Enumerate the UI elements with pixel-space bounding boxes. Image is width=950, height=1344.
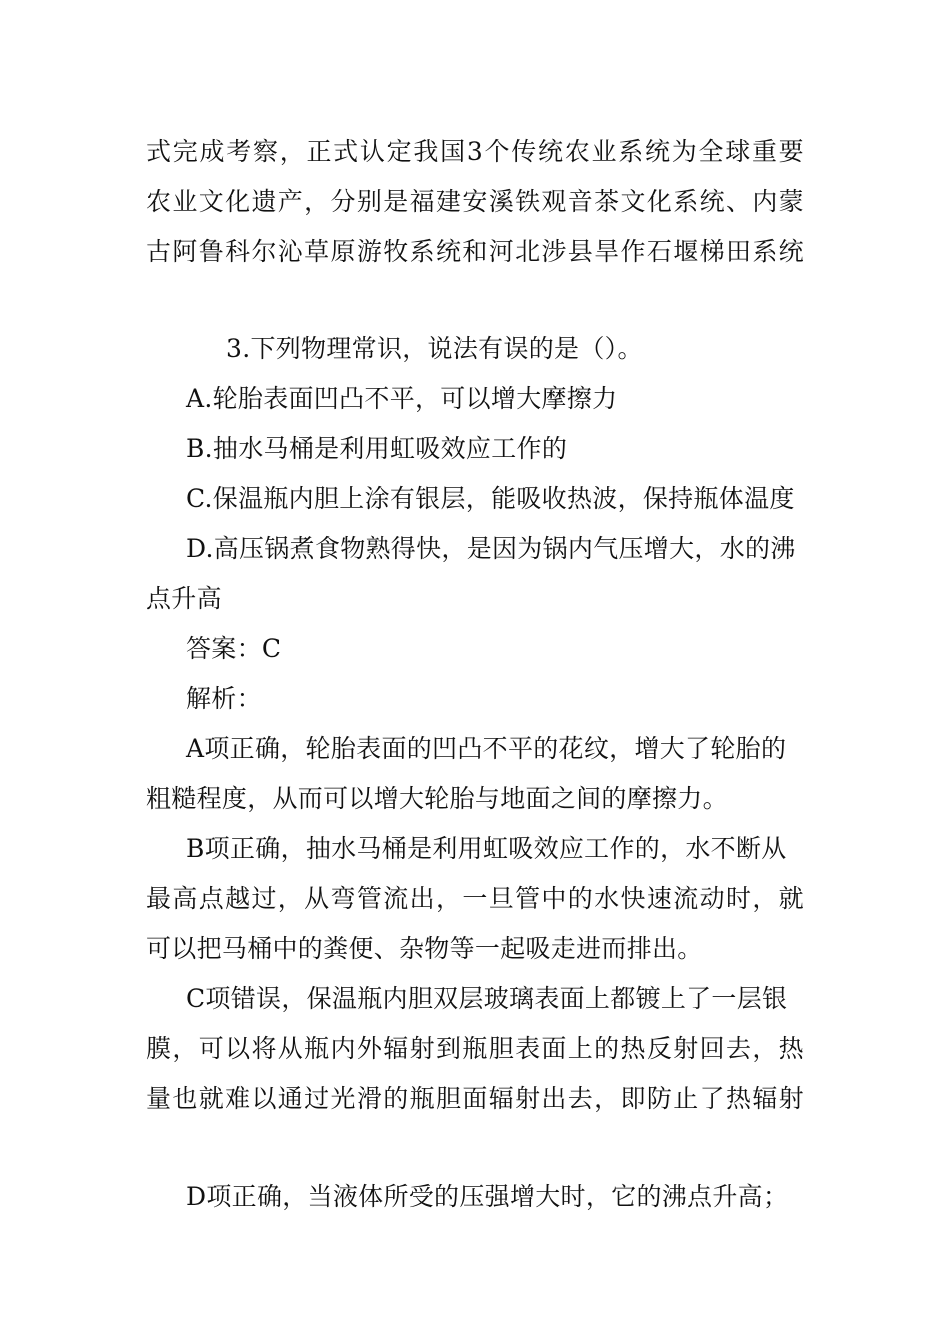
analysis-b: B项正确，抽水马桶是利用虹吸效应工作的，水不断从	[186, 834, 787, 863]
paragraph-line: 农业文化遗产，分别是福建安溪铁观音茶文化系统、内蒙	[146, 187, 804, 216]
analysis-b-continued: 可以把马桶中的粪便、杂物等一起吸走进而排出。	[146, 934, 703, 963]
option-a: A.轮胎表面凹凸不平，可以增大摩擦力	[186, 384, 618, 413]
analysis-label: 解析：	[186, 684, 262, 713]
paragraph-line: 式完成考察，正式认定我国3个传统农业系统为全球重要	[146, 137, 804, 166]
analysis-d: D项正确，当液体所受的压强增大时，它的沸点升高；	[186, 1182, 789, 1211]
analysis-b-continued: 最高点越过，从弯管流出，一旦管中的水快速流动时，就	[146, 884, 804, 913]
option-b: B.抽水马桶是利用虹吸效应工作的	[186, 434, 568, 463]
analysis-a-continued: 粗糙程度，从而可以增大轮胎与地面之间的摩擦力。	[146, 784, 728, 813]
analysis-c-continued: 量也就难以通过光滑的瓶胆面辐射出去，即防止了热辐射	[146, 1084, 804, 1113]
analysis-a: A项正确，轮胎表面的凹凸不平的花纹，增大了轮胎的	[186, 734, 787, 763]
option-c: C.保温瓶内胆上涂有银层，能吸收热波，保持瓶体温度	[186, 484, 795, 513]
answer-line: 答案：C	[186, 634, 282, 663]
option-d: D.高压锅煮食物熟得快，是因为锅内气压增大，水的沸	[186, 534, 796, 563]
option-d-continued: 点升高	[146, 584, 222, 613]
question-title: 3.下列物理常识，说法有误的是（）。	[226, 334, 643, 363]
analysis-c-continued: 膜，可以将从瓶内外辐射到瓶胆表面上的热反射回去，热	[146, 1034, 804, 1063]
paragraph-line: 古阿鲁科尔沁草原游牧系统和河北涉县旱作石堰梯田系统	[146, 237, 804, 266]
analysis-c: C项错误，保温瓶内胆双层玻璃表面上都镀上了一层银	[186, 984, 788, 1013]
